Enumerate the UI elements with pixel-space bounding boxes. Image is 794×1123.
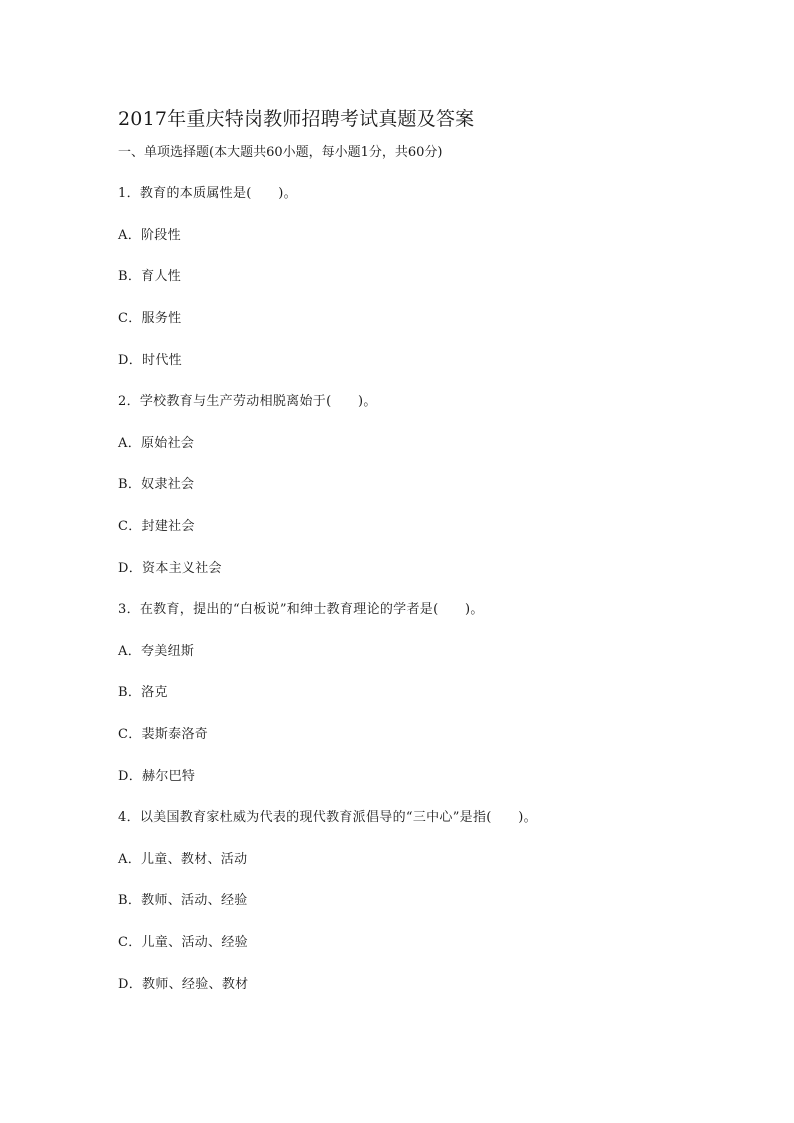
option-d: D．资本主义社会 bbox=[118, 561, 222, 576]
question-stem: 1．教育的本质属性是( )。 bbox=[118, 186, 297, 201]
option-d: D．时代性 bbox=[118, 353, 182, 368]
option-a: A．原始社会 bbox=[118, 436, 195, 451]
question-stem: 3．在教育，提出的“白板说”和绅士教育理论的学者是( )。 bbox=[118, 602, 484, 617]
option-a: A．阶段性 bbox=[118, 228, 181, 243]
option-c: C．服务性 bbox=[118, 311, 182, 326]
option-b: B．育人性 bbox=[118, 269, 182, 284]
document-title: 2017年重庆特岗教师招聘考试真题及答案 bbox=[118, 108, 475, 130]
option-b: B．奴隶社会 bbox=[118, 477, 195, 492]
option-c: C．裴斯泰洛奇 bbox=[118, 727, 209, 742]
option-a: A．儿童、教材、活动 bbox=[118, 852, 248, 867]
section-heading: 一、单项选择题(本大题共60小题，每小题1分，共60分) bbox=[118, 145, 443, 160]
option-b: B．教师、活动、经验 bbox=[118, 893, 248, 908]
question-stem: 4．以美国教育家杜威为代表的现代教育派倡导的“三中心”是指( )。 bbox=[118, 810, 537, 825]
option-a: A．夸美纽斯 bbox=[118, 644, 195, 659]
option-c: C．儿童、活动、经验 bbox=[118, 935, 248, 950]
question-stem: 2．学校教育与生产劳动相脱离始于( )。 bbox=[118, 394, 377, 409]
option-b: B．洛克 bbox=[118, 685, 168, 700]
option-c: C．封建社会 bbox=[118, 519, 195, 534]
option-d: D．赫尔巴特 bbox=[118, 769, 196, 784]
option-d: D．教师、经验、教材 bbox=[118, 977, 249, 992]
